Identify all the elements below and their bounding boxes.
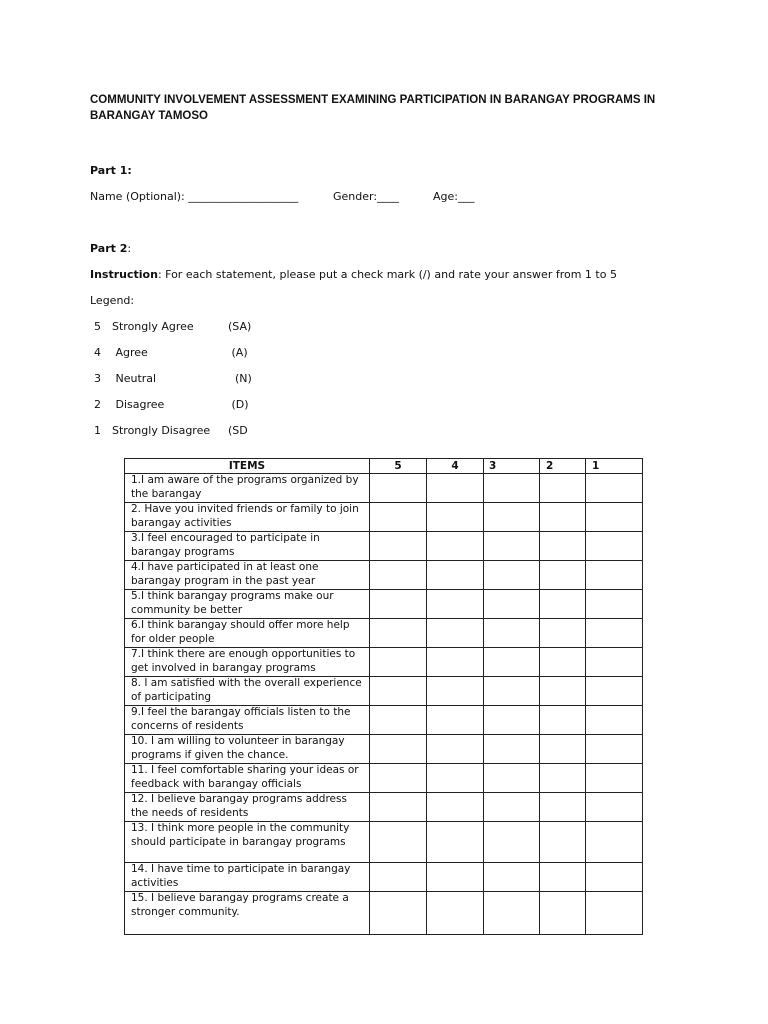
- legend-label: Agree: [112, 346, 148, 359]
- rating-cell-2[interactable]: [540, 677, 586, 706]
- rating-cell-1[interactable]: [586, 706, 643, 735]
- rating-cell-5[interactable]: [370, 706, 427, 735]
- rating-table: [124, 458, 643, 935]
- rating-cell-5[interactable]: [370, 793, 427, 822]
- rating-cell-2[interactable]: [540, 764, 586, 793]
- instruction-label: Instruction: [90, 268, 158, 281]
- rating-cell-2[interactable]: [540, 590, 586, 619]
- item-statement: [125, 503, 370, 532]
- rating-cell-5[interactable]: [370, 648, 427, 677]
- item-text: 11. I feel comfortable sharing your ideas or feedback with barangay officials: [131, 764, 359, 790]
- item-text: 9.I feel the barangay officials listen to the concerns of residents: [131, 706, 351, 732]
- instruction-text: : For each statement, please put a check mark (/) and rate your answer from 1 to 5: [157, 268, 617, 281]
- item-text: 7.I think there are enough opportunities to get involved in barangay programs: [131, 648, 356, 674]
- item-statement: [125, 561, 370, 590]
- table-row: [125, 706, 643, 735]
- item-text: 6.I think barangay should offer more help for older people: [131, 619, 350, 645]
- rating-cell-2[interactable]: [540, 561, 586, 590]
- item-text: 14. I have time to participate in barangay activities: [131, 863, 351, 889]
- header-rating-3: 3: [484, 459, 540, 474]
- rating-cell-2[interactable]: [540, 474, 586, 503]
- rating-cell-3[interactable]: [484, 561, 540, 590]
- item-text: 2. Have you invited friends or family to join barangay activities: [131, 503, 359, 529]
- item-statement: [125, 474, 370, 503]
- table-row: [125, 619, 643, 648]
- rating-cell-5[interactable]: [370, 619, 427, 648]
- part2-heading-colon: :: [127, 242, 132, 255]
- item-statement: [125, 677, 370, 706]
- legend-abbreviation: (A): [228, 346, 248, 359]
- age-field[interactable]: Age:___: [433, 190, 475, 203]
- rating-cell-5[interactable]: [370, 590, 427, 619]
- rating-cell-1[interactable]: [586, 619, 643, 648]
- legend-number: 4: [94, 346, 101, 359]
- item-text: 15. I believe barangay programs create a stronger community.: [131, 892, 349, 918]
- header-items: ITEMS: [125, 459, 370, 474]
- rating-cell-1[interactable]: [586, 503, 643, 532]
- instruction: [90, 268, 617, 282]
- rating-cell-2[interactable]: [540, 822, 586, 863]
- rating-cell-4[interactable]: [427, 677, 484, 706]
- document-title: COMMUNITY INVOLVEMENT ASSESSMENT EXAMINING PARTICIPATION IN BARANGAY PROGRAMS IN BARANGAY TAMOSO: [90, 94, 656, 122]
- legend-abbreviation: (SD: [228, 424, 248, 437]
- rating-cell-4[interactable]: [427, 793, 484, 822]
- legend-abbreviation: (N): [228, 372, 252, 385]
- table-row: [125, 503, 643, 532]
- header-rating-1: 1: [586, 459, 643, 474]
- rating-cell-1[interactable]: [586, 532, 643, 561]
- rating-cell-4[interactable]: [427, 863, 484, 892]
- rating-cell-3[interactable]: [484, 764, 540, 793]
- item-statement: [125, 590, 370, 619]
- legend-abbreviation: (SA): [228, 320, 252, 333]
- item-text: 4.I have participated in at least one barangay program in the past year: [131, 561, 319, 587]
- rating-cell-3[interactable]: [484, 793, 540, 822]
- item-text: 1.I am aware of the programs organized by the barangay: [131, 474, 359, 500]
- rating-cell-5[interactable]: [370, 503, 427, 532]
- legend-number: 1: [94, 424, 101, 437]
- item-statement: [125, 764, 370, 793]
- rating-cell-3[interactable]: [484, 619, 540, 648]
- legend-label: Strongly Disagree: [112, 424, 211, 437]
- rating-cell-4[interactable]: [427, 474, 484, 503]
- table-row: [125, 474, 643, 503]
- item-text: 3.I feel encouraged to participate in barangay programs: [131, 532, 320, 558]
- rating-cell-4[interactable]: [427, 590, 484, 619]
- part2-heading-label: Part 2: [90, 242, 128, 255]
- rating-cell-1[interactable]: [586, 793, 643, 822]
- rating-cell-5[interactable]: [370, 677, 427, 706]
- table-row: [125, 764, 643, 793]
- header-rating-5: 5: [370, 459, 427, 474]
- item-text: 8. I am satisfied with the overall experience of participating: [131, 677, 362, 703]
- item-statement: [125, 532, 370, 561]
- table-row: [125, 793, 643, 822]
- rating-cell-3[interactable]: [484, 735, 540, 764]
- rating-cell-5[interactable]: [370, 735, 427, 764]
- rating-cell-1[interactable]: [586, 892, 643, 935]
- rating-cell-3[interactable]: [484, 590, 540, 619]
- rating-cell-5[interactable]: [370, 822, 427, 863]
- rating-cell-2[interactable]: [540, 503, 586, 532]
- item-statement: [125, 619, 370, 648]
- rating-cell-2[interactable]: [540, 619, 586, 648]
- table-row: [125, 532, 643, 561]
- item-statement: [125, 793, 370, 822]
- rating-cell-4[interactable]: [427, 735, 484, 764]
- rating-cell-1[interactable]: [586, 590, 643, 619]
- part1-heading: Part 1:: [90, 164, 132, 177]
- rating-cell-4[interactable]: [427, 619, 484, 648]
- rating-cell-5[interactable]: [370, 474, 427, 503]
- part2-heading: [90, 242, 131, 256]
- name-field[interactable]: Name (Optional): ____________________: [90, 190, 299, 203]
- rating-cell-4[interactable]: [427, 532, 484, 561]
- rating-cell-4[interactable]: [427, 822, 484, 863]
- legend-number: 2: [94, 398, 101, 411]
- legend-heading: Legend:: [90, 294, 135, 307]
- item-text: 10. I am willing to volunteer in barangay programs if given the chance.: [131, 735, 345, 761]
- table-row: [125, 892, 643, 935]
- rating-cell-3[interactable]: [484, 892, 540, 935]
- header-rating-4: 4: [427, 459, 484, 474]
- rating-cell-3[interactable]: [484, 503, 540, 532]
- table-row: [125, 822, 643, 863]
- rating-cell-1[interactable]: [586, 561, 643, 590]
- rating-cell-1[interactable]: [586, 764, 643, 793]
- rating-cell-2[interactable]: [540, 793, 586, 822]
- item-text: 5.I think barangay programs make our community be better: [131, 590, 334, 616]
- rating-cell-2[interactable]: [540, 532, 586, 561]
- rating-cell-3[interactable]: [484, 474, 540, 503]
- rating-cell-3[interactable]: [484, 706, 540, 735]
- rating-cell-5[interactable]: [370, 561, 427, 590]
- rating-cell-1[interactable]: [586, 735, 643, 764]
- rating-cell-4[interactable]: [427, 561, 484, 590]
- header-rating-2: 2: [540, 459, 586, 474]
- rating-cell-2[interactable]: [540, 735, 586, 764]
- table-header-row: [125, 459, 643, 474]
- table-row: [125, 561, 643, 590]
- rating-cell-1[interactable]: [586, 863, 643, 892]
- table-row: [125, 648, 643, 677]
- table-row: [125, 735, 643, 764]
- rating-cell-1[interactable]: [586, 677, 643, 706]
- table-row: [125, 677, 643, 706]
- item-statement: [125, 892, 370, 935]
- rating-cell-2[interactable]: [540, 648, 586, 677]
- rating-cell-3[interactable]: [484, 863, 540, 892]
- table-row: [125, 863, 643, 892]
- legend-label: Strongly Agree: [112, 320, 194, 333]
- legend-number: 3: [94, 372, 101, 385]
- rating-cell-1[interactable]: [586, 822, 643, 863]
- item-text: 12. I believe barangay programs address the needs of residents: [131, 793, 347, 819]
- rating-cell-5[interactable]: [370, 764, 427, 793]
- legend-abbreviation: (D): [228, 398, 249, 411]
- gender-field[interactable]: Gender:____: [333, 190, 400, 203]
- legend-number: 5: [94, 320, 101, 333]
- rating-cell-2[interactable]: [540, 706, 586, 735]
- rating-cell-2[interactable]: [540, 892, 586, 935]
- rating-cell-4[interactable]: [427, 706, 484, 735]
- rating-cell-4[interactable]: [427, 892, 484, 935]
- legend-label: Neutral: [112, 372, 157, 385]
- item-statement: [125, 735, 370, 764]
- item-statement: [125, 863, 370, 892]
- rating-cell-2[interactable]: [540, 863, 586, 892]
- rating-cell-1[interactable]: [586, 648, 643, 677]
- rating-cell-5[interactable]: [370, 892, 427, 935]
- item-statement: [125, 822, 370, 863]
- item-statement: [125, 648, 370, 677]
- rating-cell-4[interactable]: [427, 648, 484, 677]
- rating-cell-5[interactable]: [370, 532, 427, 561]
- rating-cell-3[interactable]: [484, 677, 540, 706]
- item-text: 13. I think more people in the community should participate in barangay programs: [131, 822, 350, 848]
- rating-cell-3[interactable]: [484, 822, 540, 863]
- rating-cell-4[interactable]: [427, 503, 484, 532]
- rating-cell-1[interactable]: [586, 474, 643, 503]
- rating-cell-4[interactable]: [427, 764, 484, 793]
- legend-label: Disagree: [112, 398, 165, 411]
- table-row: [125, 590, 643, 619]
- item-statement: [125, 706, 370, 735]
- rating-cell-3[interactable]: [484, 532, 540, 561]
- rating-cell-3[interactable]: [484, 648, 540, 677]
- rating-cell-5[interactable]: [370, 863, 427, 892]
